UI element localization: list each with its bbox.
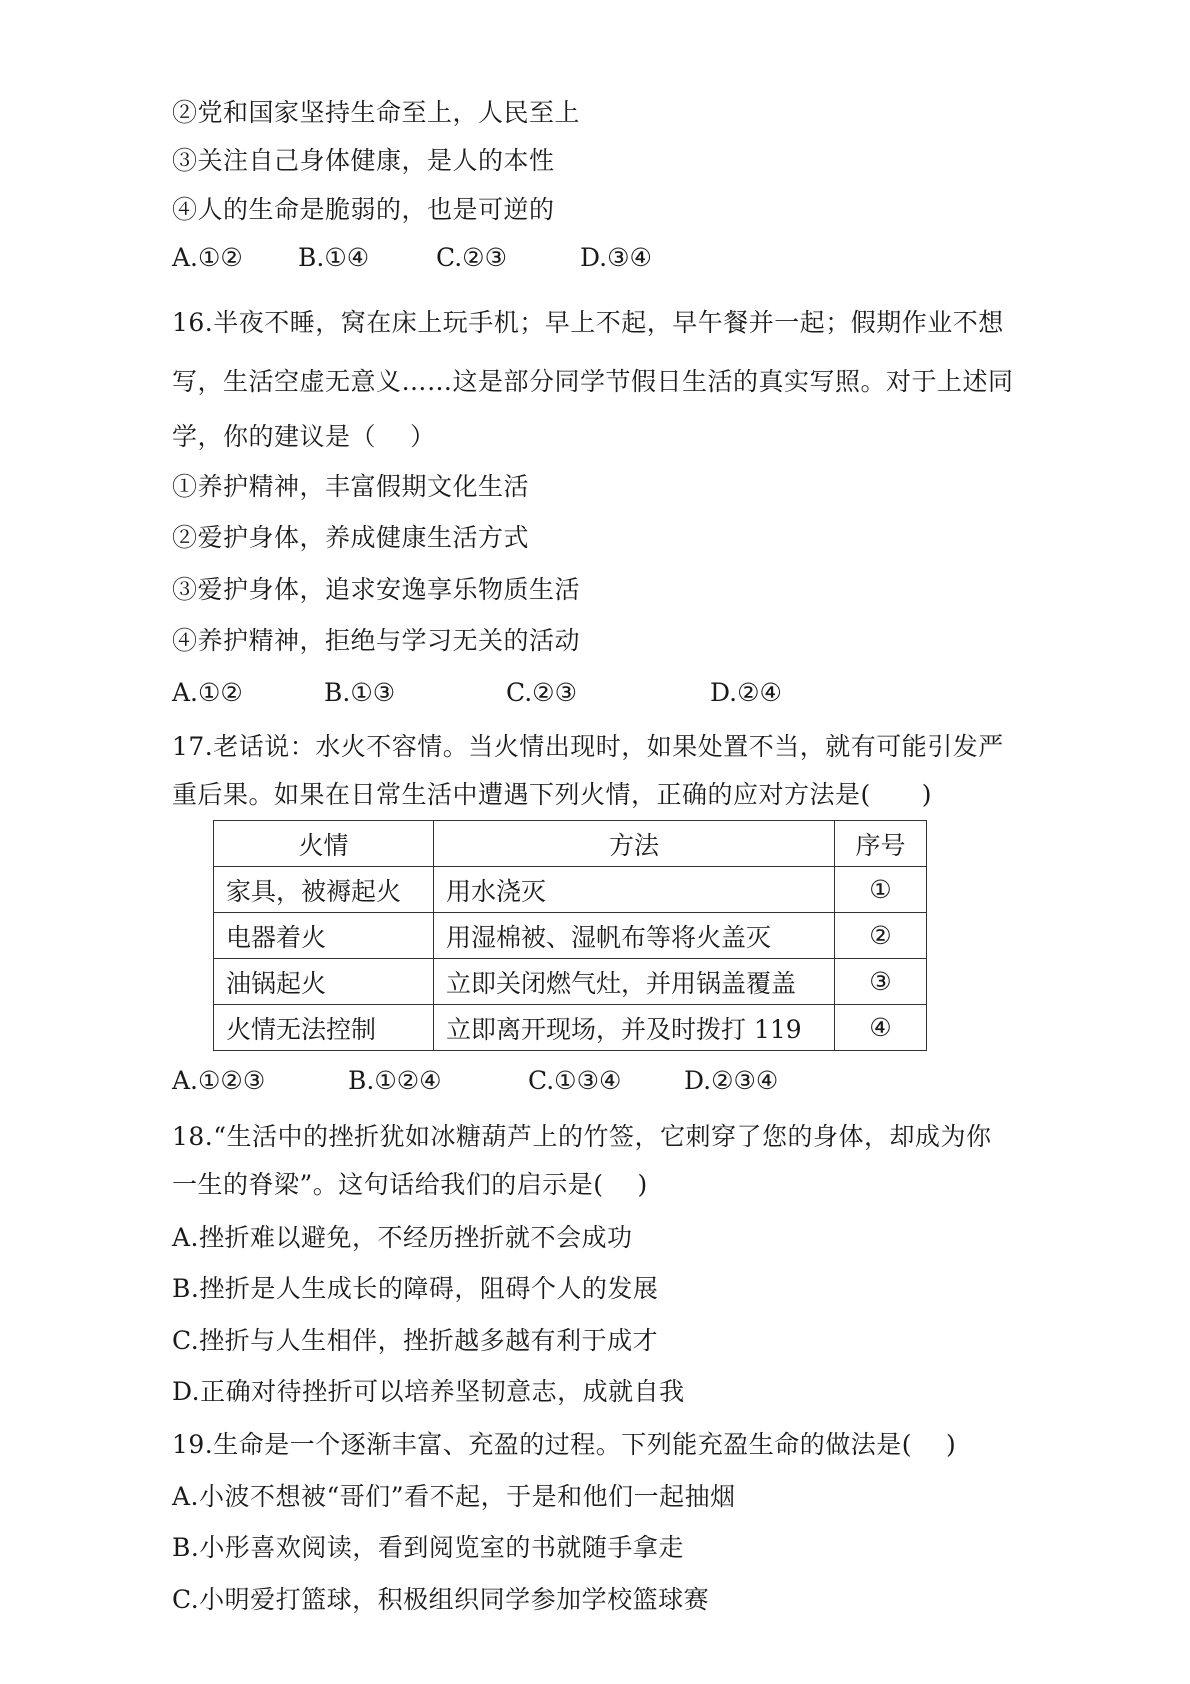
table-cell-number: ④	[835, 1005, 927, 1051]
q16-stem-line-1: 16.半夜不睡，窝在床上玩手机；早上不起，早午餐并一起；假期作业不想	[172, 308, 1004, 337]
table-row	[214, 959, 927, 1005]
q18-choice-a: A.挫折难以避免，不经历挫折就不会成功	[172, 1223, 633, 1252]
table-header-number: 序号	[835, 821, 927, 867]
table-cell-fire: 火情无法控制	[214, 1005, 434, 1051]
table-cell-number: ③	[835, 959, 927, 1005]
q16-statement-1: ①养护精神，丰富假期文化生活	[172, 472, 530, 501]
q15-statement-4: ④人的生命是脆弱的，也是可逆的	[172, 195, 555, 224]
table-cell-fire: 油锅起火	[214, 959, 434, 1005]
table-cell-number: ②	[835, 913, 927, 959]
q18-choice-d: D.正确对待挫折可以培养坚韧意志，成就自我	[172, 1377, 685, 1406]
q16-option-b: B.①③	[324, 678, 396, 707]
q18-choice-c: C.挫折与人生相伴，挫折越多越有利于成才	[172, 1326, 659, 1355]
table-cell-method: 立即离开现场，并及时拨打 119	[434, 1005, 835, 1051]
q16-statement-4: ④养护精神，拒绝与学习无关的活动	[172, 626, 581, 655]
q15-statement-3: ③关注自己身体健康，是人的本性	[172, 146, 555, 175]
table-cell-number: ①	[835, 867, 927, 913]
q19-choice-a: A.小波不想被“哥们”看不起，于是和他们一起抽烟	[172, 1482, 736, 1511]
table-cell-method: 用湿棉被、湿帆布等将火盖灭	[434, 913, 835, 959]
q16-stem-line-2: 写，生活空虚无意义……这是部分同学节假日生活的真实写照。对于上述同	[172, 367, 1014, 396]
q15-option-b: B.①④	[298, 243, 370, 272]
table-header-fire: 火情	[214, 821, 434, 867]
q17-option-a: A.①②③	[172, 1066, 266, 1095]
table-row	[214, 1005, 927, 1051]
q17-stem-line-2: 重后果。如果在日常生活中遭遇下列火情，正确的应对方法是( )	[172, 780, 933, 809]
q16-option-c: C.②③	[506, 678, 578, 707]
q15-option-c: C.②③	[436, 243, 508, 272]
q16-option-a: A.①②	[172, 678, 243, 707]
q15-option-a: A.①②	[172, 243, 243, 272]
table-header-method: 方法	[434, 821, 835, 867]
q19-choice-c: C.小明爱打篮球，积极组织同学参加学校篮球赛	[172, 1585, 710, 1614]
table-cell-fire: 电器着火	[214, 913, 434, 959]
q17-option-c: C.①③④	[528, 1066, 622, 1095]
fire-methods-table	[213, 820, 927, 1051]
q19-stem-line-1: 19.生命是一个逐渐丰富、充盈的过程。下列能充盈生命的做法是( )	[172, 1430, 957, 1459]
table-cell-fire: 家具，被褥起火	[214, 867, 434, 913]
q18-choice-b: B.挫折是人生成长的障碍，阻碍个人的发展	[172, 1274, 659, 1303]
table-cell-method: 用水浇灭	[434, 867, 835, 913]
table-cell-method: 立即关闭燃气灶，并用锅盖覆盖	[434, 959, 835, 1005]
q16-statement-2: ②爱护身体，养成健康生活方式	[172, 523, 530, 552]
table-header-row	[214, 821, 927, 867]
q17-stem-line-1: 17.老话说：水火不容情。当火情出现时，如果处置不当，就有可能引发严	[172, 732, 1004, 761]
table-row	[214, 913, 927, 959]
q17-option-d: D.②③④	[684, 1066, 779, 1095]
q16-stem-line-3: 学，你的建议是（ ）	[172, 422, 436, 451]
q15-statement-2: ②党和国家坚持生命至上，人民至上	[172, 98, 581, 127]
q18-stem-line-2: 一生的脊梁”。这句话给我们的启示是( )	[172, 1170, 648, 1199]
q16-option-d: D.②④	[710, 678, 782, 707]
q18-stem-line-1: 18.“生活中的挫折犹如冰糖葫芦上的竹签，它刺穿了您的身体，却成为你	[172, 1122, 992, 1151]
q15-option-d: D.③④	[580, 243, 652, 272]
q17-option-b: B.①②④	[348, 1066, 442, 1095]
table-row	[214, 867, 927, 913]
q19-choice-b: B.小彤喜欢阅读，看到阅览室的书就随手拿走	[172, 1533, 684, 1562]
q16-statement-3: ③爱护身体，追求安逸享乐物质生活	[172, 575, 581, 604]
